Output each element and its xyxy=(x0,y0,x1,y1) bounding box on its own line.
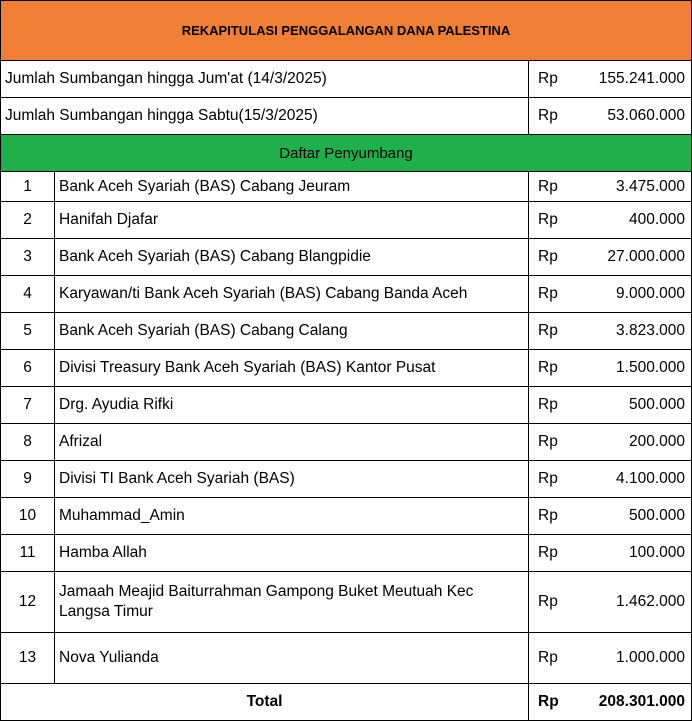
donor-amount: 3.475.000 xyxy=(616,177,685,195)
summary-currency: Rp xyxy=(538,107,558,124)
title-row xyxy=(0,0,692,61)
donor-currency: Rp xyxy=(538,593,558,610)
donor-name: Afrizal xyxy=(55,424,529,460)
donor-number: 1 xyxy=(1,172,55,201)
donor-currency: Rp xyxy=(538,177,558,195)
donor-currency: Rp xyxy=(538,433,558,450)
donor-currency: Rp xyxy=(538,649,558,666)
donor-number: 7 xyxy=(1,387,55,423)
summary-currency: Rp xyxy=(538,70,558,87)
donor-name: Bank Aceh Syariah (BAS) Cabang Calang xyxy=(55,313,529,349)
donor-row xyxy=(0,535,692,572)
donor-amount: 500.000 xyxy=(628,507,685,524)
donor-currency: Rp xyxy=(538,248,558,265)
donor-name: Jamaah Meajid Baiturrahman Gampong Buket Meutuah Kec Langsa Timur xyxy=(55,572,529,632)
donor-row xyxy=(0,572,692,633)
donor-currency: Rp xyxy=(538,285,558,302)
donor-number: 13 xyxy=(1,633,55,683)
total-currency: Rp xyxy=(538,693,559,710)
donor-row xyxy=(0,172,692,202)
donor-name: Nova Yulianda xyxy=(55,633,529,683)
total-row xyxy=(0,684,692,721)
donor-row xyxy=(0,313,692,350)
donor-amount: 400.000 xyxy=(628,211,685,228)
donor-row xyxy=(0,387,692,424)
donor-number: 3 xyxy=(1,239,55,275)
donor-currency: Rp xyxy=(538,359,558,376)
section-header: Daftar Penyumbang xyxy=(279,144,413,162)
donor-row xyxy=(0,633,692,684)
donor-currency: Rp xyxy=(538,396,558,413)
sheet-title: REKAPITULASI PENGGALANGAN DANA PALESTINA xyxy=(181,23,511,38)
donor-amount: 9.000.000 xyxy=(616,285,685,302)
donor-number: 4 xyxy=(1,276,55,312)
total-amount: 208.301.000 xyxy=(598,693,685,710)
donor-name: Divisi TI Bank Aceh Syariah (BAS) xyxy=(55,461,529,497)
donor-number: 12 xyxy=(1,572,55,632)
donor-amount: 500.000 xyxy=(628,396,685,413)
donor-number: 9 xyxy=(1,461,55,497)
donor-amount: 27.000.000 xyxy=(607,248,685,265)
donor-amount: 4.100.000 xyxy=(616,470,685,487)
donor-row xyxy=(0,461,692,498)
donor-currency: Rp xyxy=(538,507,558,524)
donor-name: Bank Aceh Syariah (BAS) Cabang Blangpidie xyxy=(55,239,529,275)
donor-row xyxy=(0,424,692,461)
donor-currency: Rp xyxy=(538,544,558,561)
donor-amount: 200.000 xyxy=(628,433,685,450)
donor-number: 11 xyxy=(1,535,55,571)
donor-amount: 1.462.000 xyxy=(616,593,685,610)
summary-label: Jumlah Sumbangan hingga Jum'at (14/3/2025) xyxy=(1,61,529,97)
donor-row xyxy=(0,239,692,276)
donor-number: 8 xyxy=(1,424,55,460)
donor-row xyxy=(0,202,692,239)
summary-label: Jumlah Sumbangan hingga Sabtu(15/3/2025) xyxy=(1,98,529,134)
donor-number: 2 xyxy=(1,202,55,238)
summary-row xyxy=(0,98,692,135)
donor-currency: Rp xyxy=(538,322,558,339)
donor-name: Bank Aceh Syariah (BAS) Cabang Jeuram xyxy=(55,172,529,201)
donor-name: Hanifah Djafar xyxy=(55,202,529,238)
donor-amount: 1.000.000 xyxy=(616,649,685,666)
section-header-row xyxy=(0,135,692,172)
summary-amount: 155.241.000 xyxy=(598,70,685,87)
summary-row xyxy=(0,61,692,98)
donor-amount: 1.500.000 xyxy=(616,359,685,376)
total-label: Total xyxy=(1,684,529,720)
summary-amount: 53.060.000 xyxy=(607,107,685,124)
donor-name: Drg. Ayudia Rifki xyxy=(55,387,529,423)
donor-name: Muhammad_Amin xyxy=(55,498,529,534)
donor-row xyxy=(0,276,692,313)
donor-currency: Rp xyxy=(538,470,558,487)
donor-amount: 100.000 xyxy=(628,544,685,561)
donor-row xyxy=(0,350,692,387)
donor-number: 5 xyxy=(1,313,55,349)
donor-name: Divisi Treasury Bank Aceh Syariah (BAS) Kantor Pusat xyxy=(55,350,529,386)
donor-currency: Rp xyxy=(538,211,558,228)
donor-number: 6 xyxy=(1,350,55,386)
donor-number: 10 xyxy=(1,498,55,534)
donor-amount: 3.823.000 xyxy=(616,322,685,339)
donor-name: Karyawan/ti Bank Aceh Syariah (BAS) Cabang Banda Aceh xyxy=(55,276,529,312)
donor-name: Hamba Allah xyxy=(55,535,529,571)
donor-row xyxy=(0,498,692,535)
